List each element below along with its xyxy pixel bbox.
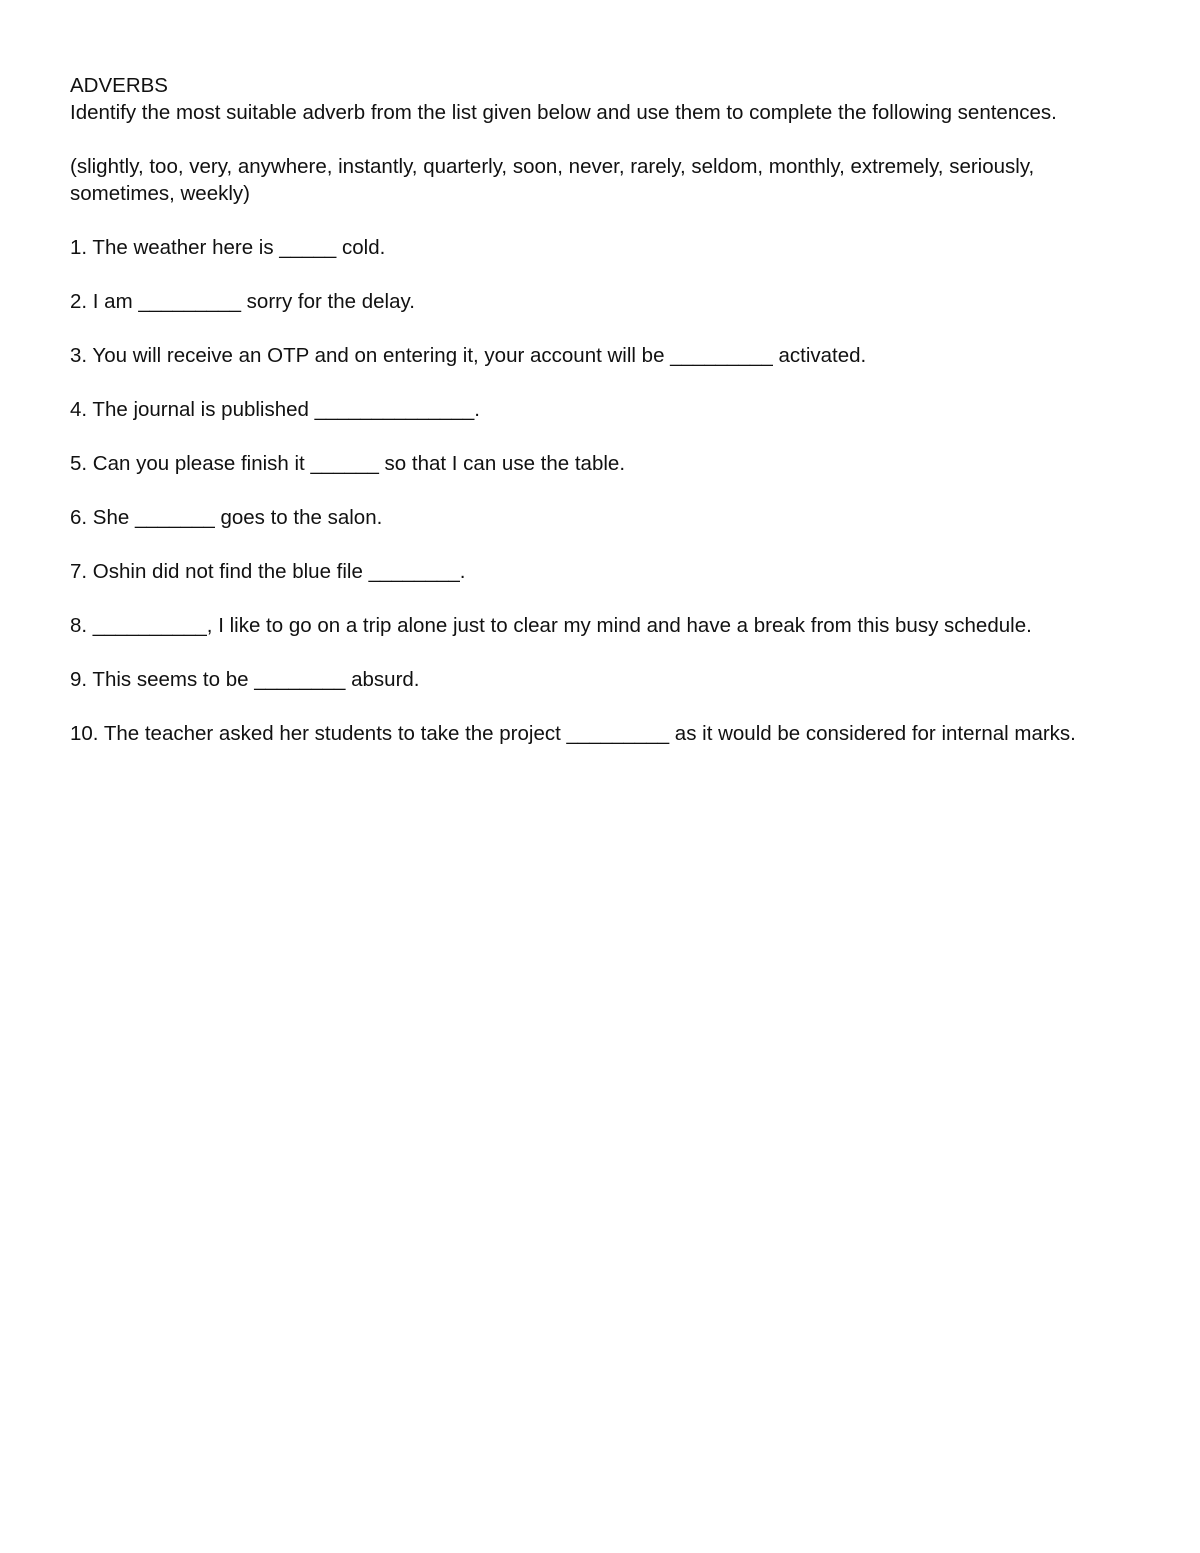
question-4: 4. The journal is published ______________. — [70, 398, 480, 421]
question-3: 3. You will receive an OTP and on entering it, your account will be _________ activated. — [70, 344, 867, 367]
question-2: 2. I am _________ sorry for the delay. — [70, 290, 415, 313]
worksheet-title: ADVERBS — [70, 74, 168, 97]
adverb-word-list: (slightly, too, very, anywhere, instantly, quarterly, soon, never, rarely, seldom, monthly, extremely, seriously, sometimes, weekly) — [70, 155, 1035, 205]
question-1: 1. The weather here is _____ cold. — [70, 236, 386, 259]
question-10: 10. The teacher asked her students to take the project _________ as it would be considered for internal marks. — [70, 722, 1076, 745]
question-5: 5. Can you please finish it ______ so that I can use the table. — [70, 452, 626, 475]
worksheet-instructions: Identify the most suitable adverb from the list given below and use them to complete the following sentences. — [70, 101, 1057, 124]
question-8: 8. __________, I like to go on a trip alone just to clear my mind and have a break from this busy schedule. — [70, 614, 1032, 637]
question-7: 7. Oshin did not find the blue file ________. — [70, 560, 466, 583]
worksheet-content — [70, 72, 1100, 747]
question-6: 6. She _______ goes to the salon. — [70, 506, 383, 529]
question-9: 9. This seems to be ________ absurd. — [70, 668, 420, 691]
